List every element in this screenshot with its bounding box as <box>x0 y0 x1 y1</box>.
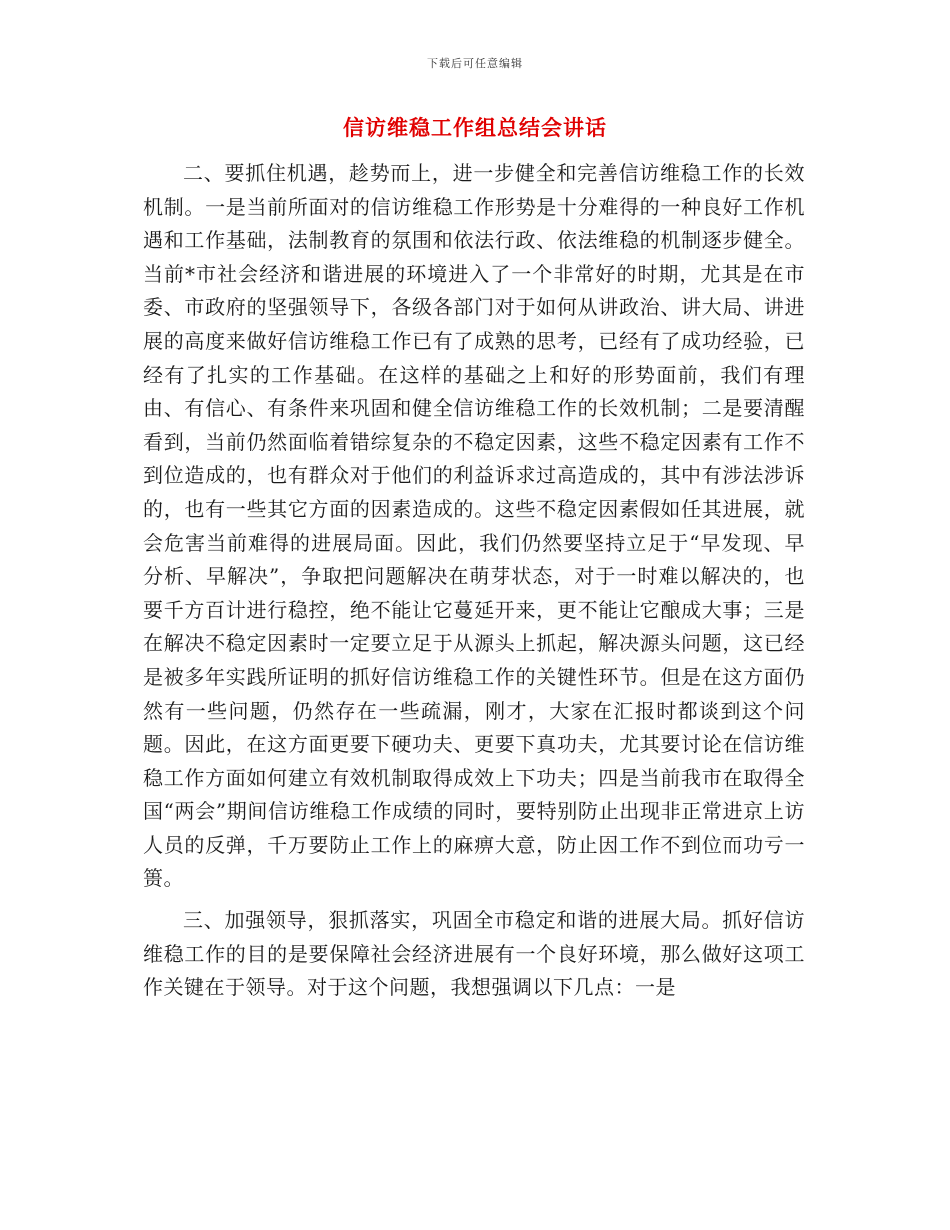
paragraph-section-three: 三、加强领导，狠抓落实，巩固全市稳定和谐的进展大局。抓好信访维稳工作的目的是要保障社会经济进展有一个良好环境，那么做好这项工作关键在于领导。对于这个问题，我想强调以下几点：一是 <box>143 908 805 1000</box>
document-body <box>143 157 805 1005</box>
document-title: 信访维稳工作组总结会讲话 <box>343 115 607 140</box>
header-note: 下载后可任意编辑 <box>427 57 523 70</box>
paragraph-section-two: 二、要抓住机遇，趁势而上，进一步健全和完善信访维稳工作的长效机制。一是当前所面对的信访维稳工作形势是十分难得的一种良好工作机遇和工作基础，法制教育的氛围和依法行政、依法维稳的机制逐步健全。当前*市社会经济和谐进展的环境进入了一个非常好的时期，尤其是在市委、市政府的坚强领导下，各级各部门对于如何从讲政治、讲大局、讲进展的高度来做好信访维稳工作已有了成熟的思考，已经有了成功经验，已经有了扎实的工作基础。在这样的基础之上和好的形势面前，我们有理由、有信心、有条件来巩固和健全信访维稳工作的长效机制；二是要清醒看到，当前仍然面临着错综复杂的不稳定因素，这些不稳定因素有工作不到位造成的，也有群众对于他们的利益诉求过高造成的，其中有涉法涉诉的，也有一些其它方面的因素造成的。这些不稳定因素假如任其进展，就会危害当前难得的进展局面。因此，我们仍然要坚持立足于“早发现、早分析、早解决”，争取把问题解决在萌芽状态，对于一时难以解决的，也要千方百计进行稳控，绝不能让它蔓延开来，更不能让它酿成大事；三是在解决不稳定因素时一定要立足于从源头上抓起，解决源头问题，这已经是被多年实践所证明的抓好信访维稳工作的关键性环节。但是在这方面仍然有一些问题，仍然存在一些疏漏，刚才，大家在汇报时都谈到这个问题。因此，在这方面更要下硬功夫、更要下真功夫，尤其要讨论在信访维稳工作方面如何建立有效机制取得成效上下功夫；四是当前我市在取得全国“两会”期间信访维稳工作成绩的同时，要特别防止出现非正常进京上访人员的反弹，千万要防止工作上的麻痹大意，防止因工作不到位而功亏一篑。 <box>143 161 805 891</box>
